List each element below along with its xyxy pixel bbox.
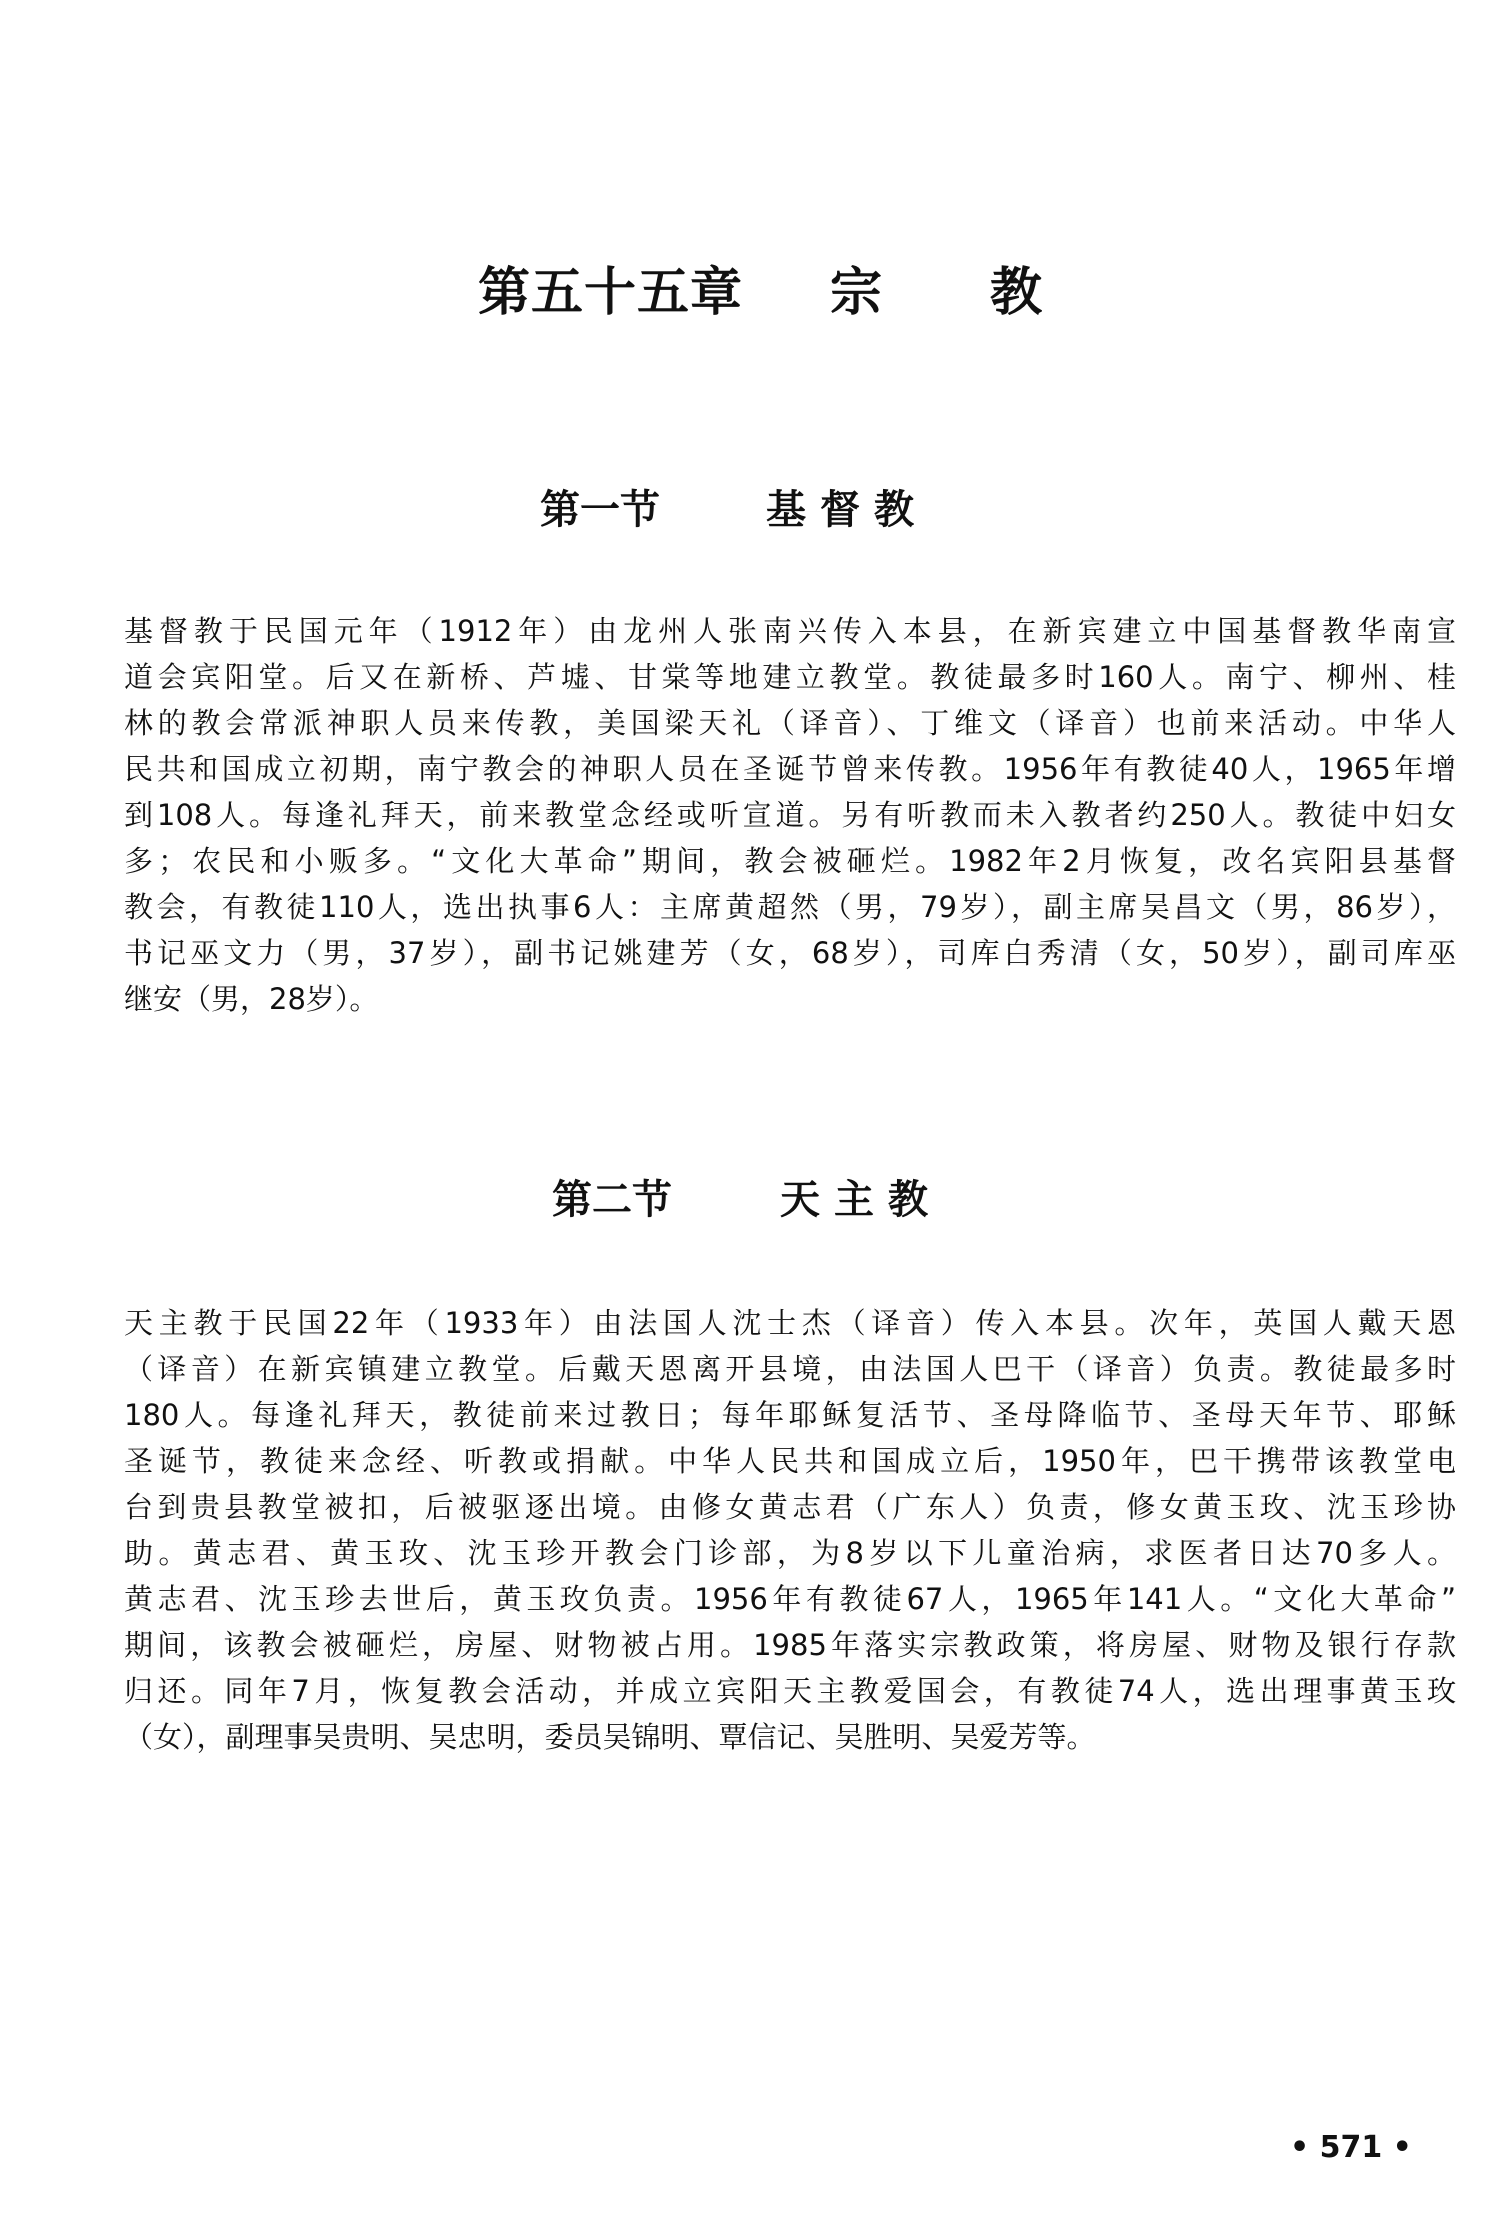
- text-line: 多；农民和小贩多。“文化大革命”期间，教会被砸烂。1982年2月恢复，改名宾阳县基督: [124, 844, 1456, 878]
- text-line: 助。黄志君、黄玉玫、沈玉珍开教会门诊部，为8岁以下儿童治病，求医者日达70多人。: [124, 1536, 1456, 1570]
- section-name: 基督教: [766, 487, 928, 533]
- section-body-catholicism: [124, 1300, 1456, 1760]
- chapter-heading: [0, 258, 1500, 328]
- text-line: 继安（男，28岁）。: [124, 982, 379, 1016]
- text-line: 书记巫文力（男，37岁），副书记姚建芳（女，68岁），司库白秀清（女，50岁），副司库巫: [124, 936, 1456, 970]
- section-number: 第二节: [552, 1177, 672, 1223]
- text-line: 台到贵县教堂被扣，后被驱逐出境。由修女黄志君（广东人）负责，修女黄玉玫、沈玉珍协: [124, 1490, 1456, 1524]
- chapter-number: 第五十五章: [478, 263, 744, 323]
- text-line: 到108人。每逢礼拜天，前来教堂念经或听宣道。另有听教而未入教者约250人。教徒中妇女: [124, 798, 1456, 832]
- section-heading-catholicism: [0, 1172, 1500, 1228]
- text-line: 基督教于民国元年（1912年）由龙州人张南兴传入本县，在新宾建立中国基督教华南宣: [124, 614, 1456, 648]
- section-body-christianity: [124, 608, 1456, 1022]
- text-line: （女），副理事吴贵明、吴忠明，委员吴锦明、覃信记、吴胜明、吴爱芳等。: [124, 1720, 1096, 1754]
- text-line: 天主教于民国22年（1933年）由法国人沈士杰（译音）传入本县。次年，英国人戴天恩: [124, 1306, 1456, 1340]
- text-line: 林的教会常派神职人员来传教，美国梁天礼（译音）、丁维文（译音）也前来活动。中华人: [124, 706, 1456, 740]
- text-line: 期间，该教会被砸烂，房屋、财物被占用。1985年落实宗教政策，将房屋、财物及银行存款: [124, 1628, 1456, 1662]
- text-line: 圣诞节，教徒来念经、听教或捐献。中华人民共和国成立后，1950年，巴干携带该教堂电: [124, 1444, 1456, 1478]
- text-line: 归还。同年7月，恢复教会活动，并成立宾阳天主教爱国会，有教徒74人，选出理事黄玉玫: [124, 1674, 1456, 1708]
- text-line: 民共和国成立初期，南宁教会的神职人员在圣诞节曾来传教。1956年有教徒40人，1965年增: [124, 752, 1456, 786]
- section-heading-christianity: [0, 482, 1500, 538]
- chapter-title-part1: 宗: [830, 263, 883, 323]
- page-number: • 571 •: [1290, 2130, 1412, 2165]
- text-line: 教会，有教徒110人，选出执事6人：主席黄超然（男，79岁），副主席吴昌文（男，86岁），: [124, 890, 1456, 924]
- section-name: 天主教: [780, 1177, 942, 1223]
- text-line: （译音）在新宾镇建立教堂。后戴天恩离开县境，由法国人巴干（译音）负责。教徒最多时: [124, 1352, 1456, 1386]
- section-number: 第一节: [540, 487, 660, 533]
- text-line: 道会宾阳堂。后又在新桥、芦墟、甘棠等地建立教堂。教徒最多时160人。南宁、柳州、桂: [124, 660, 1456, 694]
- text-line: 黄志君、沈玉珍去世后，黄玉玫负责。1956年有教徒67人，1965年141人。“文化大革命”: [124, 1582, 1456, 1616]
- chapter-title-part2: 教: [990, 263, 1043, 323]
- text-line: 180人。每逢礼拜天，教徒前来过教日；每年耶稣复活节、圣母降临节、圣母天年节、耶稣: [124, 1398, 1456, 1432]
